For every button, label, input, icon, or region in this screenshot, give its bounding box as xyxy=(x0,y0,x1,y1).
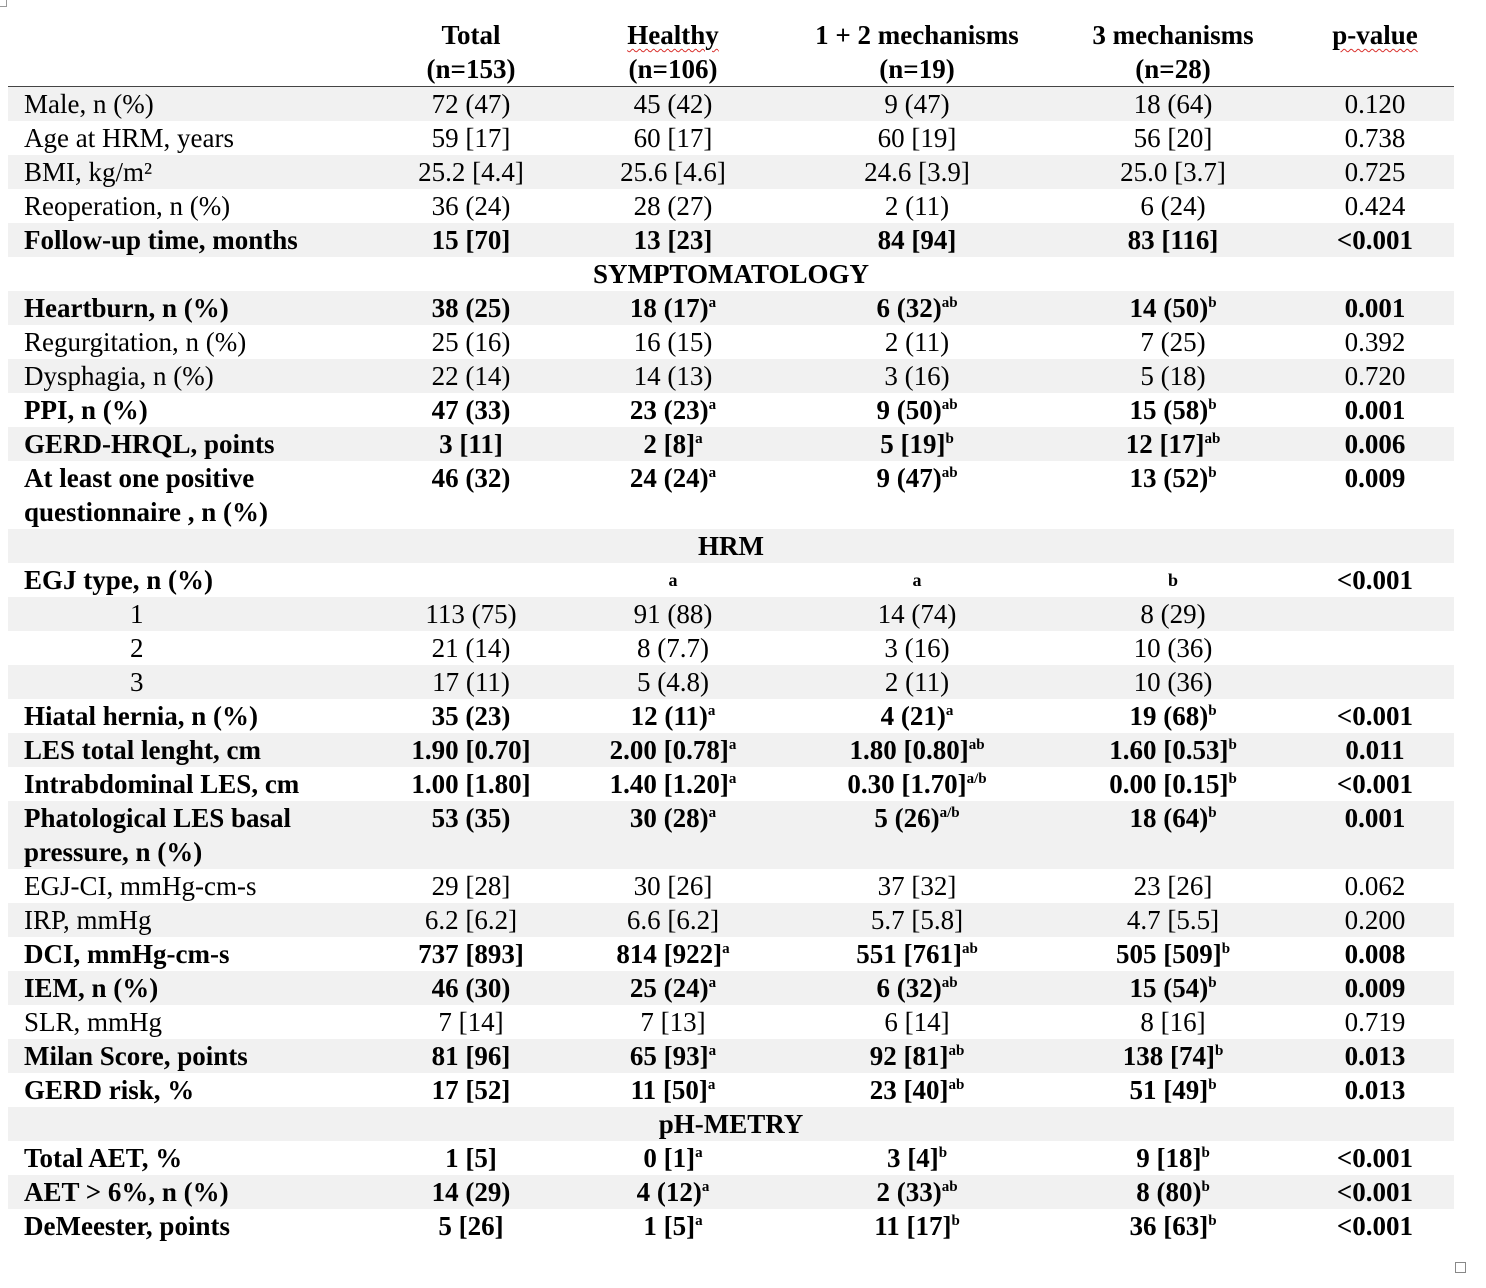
section-row-symptomatology xyxy=(8,257,1454,291)
cell-total: 59 [17] xyxy=(431,123,511,153)
cell-total: 113 (75) xyxy=(380,597,562,631)
cell-pvalue xyxy=(1296,631,1454,665)
cell-mech3: 5 (18) xyxy=(1050,359,1296,393)
table-body xyxy=(8,87,1454,1244)
cell-mech12: 9 $(50)^{ab}$ xyxy=(876,395,958,425)
header-mech3: 3 mechanisms xyxy=(1092,20,1254,50)
row-label: EGJ type, n (%) xyxy=(24,565,213,595)
cell-pvalue xyxy=(1296,597,1454,631)
cell-mech3: 138 $[74]^b$ xyxy=(1050,1039,1296,1073)
header-total-n: (n=153) xyxy=(380,52,562,87)
cell-mech3: 18 (64) xyxy=(1050,87,1296,122)
table-row-gerd-risk xyxy=(8,1073,1454,1107)
cell-mech3: 9 $[18]^b$ xyxy=(1136,1143,1210,1173)
table-row-iem xyxy=(8,971,1454,1005)
cell-total: 5 [26] xyxy=(438,1211,504,1241)
table-row-gerd-hrql xyxy=(8,427,1454,461)
cell-healthy: 2.00 $[0.78]^a$ xyxy=(562,733,784,767)
cell-mech12-sup: a xyxy=(912,570,922,590)
cell-total: 737 [893] xyxy=(418,939,524,969)
cell-mech3: 19 $(68)^b$ xyxy=(1129,701,1217,731)
row-label: Milan Score, points xyxy=(8,1039,380,1073)
cell-pvalue: 0.120 xyxy=(1296,87,1454,122)
cell-mech3: 23 [26] xyxy=(1133,871,1213,901)
table-row-age xyxy=(8,121,1454,155)
cell-healthy: 7 [13] xyxy=(640,1007,706,1037)
cell-mech12: 2 (11) xyxy=(884,327,950,357)
table-row-egj-2 xyxy=(8,631,1454,665)
cell-mech3: 18 $(64)^b$ xyxy=(1050,801,1296,869)
cell-pvalue: 0.392 xyxy=(1344,327,1406,357)
cell-mech12: 92 $[81]^{ab}$ xyxy=(784,1039,1050,1073)
header-pvalue-n xyxy=(1296,52,1454,87)
cell-total xyxy=(380,563,562,597)
cell-healthy: 814 $[922]^a$ xyxy=(616,939,730,969)
cell-total: 35 (23) xyxy=(431,701,511,731)
cell-total: 46 (30) xyxy=(380,971,562,1005)
header-healthy-n: (n=106) xyxy=(562,52,784,87)
header-mech3-n: (n=28) xyxy=(1050,52,1296,87)
cell-mech12: 5 $(26)^{a/b}$ xyxy=(784,801,1050,869)
table-row-demeester xyxy=(8,1209,1454,1243)
table-row-bmi xyxy=(8,155,1454,189)
cell-mech3-sup: b xyxy=(1167,570,1178,590)
cell-total: 25.2 [4.4] xyxy=(380,155,562,189)
cell-mech12: 5 $[19]^b$ xyxy=(784,427,1050,461)
row-label: Phatological LES basal pressure, n (%) xyxy=(8,801,380,869)
header-blank-2 xyxy=(8,52,380,87)
table-row-heartburn xyxy=(8,291,1454,325)
section-title: HRM xyxy=(8,529,1454,563)
cell-total: 46 (32) xyxy=(431,463,511,493)
row-label: 3 xyxy=(8,665,380,699)
cell-mech3: 25.0 [3.7] xyxy=(1050,155,1296,189)
row-label: DeMeester, points xyxy=(24,1211,230,1241)
cell-healthy: 18 $(17)^a$ xyxy=(562,291,784,325)
row-label: IRP, mmHg xyxy=(8,903,380,937)
cell-mech12: 5.7 [5.8] xyxy=(784,903,1050,937)
row-label: Total AET, % xyxy=(24,1143,183,1173)
cell-pvalue: 0.738 xyxy=(1344,123,1406,153)
cell-pvalue: <0.001 xyxy=(1296,1175,1454,1209)
cell-pvalue: <0.001 xyxy=(1296,223,1454,257)
cell-total: 17 (11) xyxy=(380,665,562,699)
cell-healthy: 23 $(23)^a$ xyxy=(629,395,717,425)
header-mech12-n: (n=19) xyxy=(784,52,1050,87)
table-row-regurgitation xyxy=(8,325,1454,359)
cell-total: 81 [96] xyxy=(380,1039,562,1073)
cell-total: 22 (14) xyxy=(380,359,562,393)
cell-mech3: 8 (29) xyxy=(1050,597,1296,631)
cell-pvalue: <0.001 xyxy=(1336,1143,1414,1173)
table-row-egj-ci xyxy=(8,869,1454,903)
cell-mech3: 7 (25) xyxy=(1140,327,1206,357)
cell-pvalue: <0.001 xyxy=(1336,1211,1414,1241)
row-label: Male, n (%) xyxy=(8,87,380,122)
cell-pvalue: 0.720 xyxy=(1296,359,1454,393)
cell-mech3: 15 $(58)^b$ xyxy=(1129,395,1217,425)
page-corner-mark xyxy=(0,0,7,7)
cell-mech12: 2 $(33)^{ab}$ xyxy=(784,1175,1050,1209)
cell-total: 1 [5] xyxy=(445,1143,497,1173)
table-row-dci xyxy=(8,937,1454,971)
cell-pvalue xyxy=(1296,665,1454,699)
cell-mech12: 14 (74) xyxy=(784,597,1050,631)
cell-mech12: 6 $(32)^{ab}$ xyxy=(784,291,1050,325)
cell-mech12: 9 (47) xyxy=(784,87,1050,122)
row-label: Dysphagia, n (%) xyxy=(8,359,380,393)
cell-healthy: 25.6 [4.6] xyxy=(562,155,784,189)
cell-healthy: 6.6 [6.2] xyxy=(562,903,784,937)
cell-healthy: 11 $[50]^a$ xyxy=(630,1075,716,1105)
cell-mech12: 551 $[761]^{ab}$ xyxy=(856,939,978,969)
cell-mech3: 83 [116] xyxy=(1050,223,1296,257)
cell-healthy: 60 [17] xyxy=(633,123,713,153)
header-blank xyxy=(8,18,380,52)
cell-pvalue: 0.001 xyxy=(1344,395,1406,425)
row-label: Age at HRM, years xyxy=(24,123,234,153)
cell-pvalue: <0.001 xyxy=(1336,769,1414,799)
cell-total: 14 (29) xyxy=(380,1175,562,1209)
cell-total: 72 (47) xyxy=(380,87,562,122)
row-label: Hiatal hernia, n (%) xyxy=(24,701,258,731)
row-label: SLR, mmHg xyxy=(24,1007,163,1037)
table-row-hiatal-hernia xyxy=(8,699,1454,733)
cell-mech12: 60 [19] xyxy=(877,123,957,153)
row-label: Follow-up time, months xyxy=(8,223,380,257)
cell-pvalue: 0.719 xyxy=(1344,1007,1406,1037)
cell-total: 47 (33) xyxy=(431,395,511,425)
cell-total: 15 [70] xyxy=(380,223,562,257)
cell-pvalue: 0.200 xyxy=(1296,903,1454,937)
row-label: 1 xyxy=(8,597,380,631)
cell-mech3: 10 (36) xyxy=(1133,633,1213,663)
cell-mech3: 0.00 $[0.15]^b$ xyxy=(1109,769,1237,799)
cell-healthy: 5 (4.8) xyxy=(562,665,784,699)
row-label: AET > 6%, n (%) xyxy=(8,1175,380,1209)
cell-mech3: 10 (36) xyxy=(1050,665,1296,699)
cell-mech12: 6 $(32)^{ab}$ xyxy=(784,971,1050,1005)
cell-healthy: 24 $(24)^a$ xyxy=(629,463,717,493)
cell-mech3: 56 [20] xyxy=(1133,123,1213,153)
table-header xyxy=(8,18,1454,87)
cell-healthy: 1 $[5]^a$ xyxy=(643,1211,703,1241)
cell-total: 17 [52] xyxy=(431,1075,511,1105)
table-row-egj-3 xyxy=(8,665,1454,699)
header-pvalue: p-value xyxy=(1332,20,1418,50)
cell-mech3: 505 $[509]^b$ xyxy=(1115,939,1231,969)
cell-healthy: 25 $(24)^a$ xyxy=(562,971,784,1005)
cell-mech3: 14 $(50)^b$ xyxy=(1050,291,1296,325)
section-row-hrm xyxy=(8,529,1454,563)
cell-total: 6.2 [6.2] xyxy=(380,903,562,937)
cell-total: 36 (24) xyxy=(431,191,511,221)
cell-mech3: 12 $[17]^{ab}$ xyxy=(1050,427,1296,461)
cell-mech12: 37 [32] xyxy=(877,871,957,901)
cell-pvalue: <0.001 xyxy=(1336,701,1414,731)
cell-mech12: 1.80 $[0.80]^{ab}$ xyxy=(784,733,1050,767)
cell-healthy: 16 (15) xyxy=(633,327,713,357)
table-row-irp xyxy=(8,903,1454,937)
cell-mech3: 8 $(80)^b$ xyxy=(1050,1175,1296,1209)
cell-mech3: 13 $(52)^b$ xyxy=(1129,463,1217,493)
cell-mech3: 6 (24) xyxy=(1140,191,1206,221)
cell-pvalue: 0.006 xyxy=(1296,427,1454,461)
cell-pvalue: 0.009 xyxy=(1296,971,1454,1005)
cell-total: 53 (35) xyxy=(380,801,562,869)
cell-total: 3 [11] xyxy=(380,427,562,461)
table-row-reoperation xyxy=(8,189,1454,223)
row-label: EGJ-CI, mmHg-cm-s xyxy=(24,871,257,901)
table-row-male xyxy=(8,87,1454,122)
header-healthy: Healthy xyxy=(627,20,719,50)
cell-mech12: 3 (16) xyxy=(884,633,950,663)
cell-healthy: 8 (7.7) xyxy=(637,633,709,663)
table-row-followup xyxy=(8,223,1454,257)
cell-mech12: 11 $[17]^b$ xyxy=(874,1211,960,1241)
cell-mech12: 24.6 [3.9] xyxy=(784,155,1050,189)
section-title: pH-METRY xyxy=(8,1107,1454,1141)
cell-total: 29 [28] xyxy=(431,871,511,901)
cell-healthy: 14 (13) xyxy=(562,359,784,393)
table-row-milan-score xyxy=(8,1039,1454,1073)
cell-pvalue: 0.011 xyxy=(1296,733,1454,767)
cell-healthy: 1.40 $[1.20]^a$ xyxy=(609,769,737,799)
row-label: Heartburn, n (%) xyxy=(8,291,380,325)
cell-healthy: 91 (88) xyxy=(562,597,784,631)
cell-total: 38 (25) xyxy=(380,291,562,325)
cell-mech12: 2 (11) xyxy=(884,191,950,221)
cell-mech3: 8 [16] xyxy=(1140,1007,1206,1037)
cell-pvalue: 0.008 xyxy=(1344,939,1406,969)
cell-mech3: 15 $(54)^b$ xyxy=(1050,971,1296,1005)
table-row-dysphagia xyxy=(8,359,1454,393)
cell-pvalue: 0.001 xyxy=(1296,291,1454,325)
cell-mech12: 6 [14] xyxy=(884,1007,950,1037)
cell-healthy: 0 $[1]^a$ xyxy=(643,1143,703,1173)
cell-total: 1.90 [0.70] xyxy=(380,733,562,767)
cell-pvalue: 0.424 xyxy=(1344,191,1406,221)
cell-mech12: 3 $[4]^b$ xyxy=(886,1143,948,1173)
cell-mech12: 4 $(21)^a$ xyxy=(880,701,954,731)
cell-healthy: 2 $[8]^a$ xyxy=(562,427,784,461)
row-label: DCI, mmHg-cm-s xyxy=(24,939,230,969)
cell-pvalue: 0.062 xyxy=(1344,871,1406,901)
cell-total: 21 (14) xyxy=(431,633,511,663)
header-total: Total xyxy=(441,20,501,50)
cell-mech12: 0.30 $[1.70]^{a/b}$ xyxy=(847,769,987,799)
row-label: BMI, kg/m² xyxy=(8,155,380,189)
table-row-les-intrabdominal xyxy=(8,767,1454,801)
cell-healthy: 12 $(11)^a$ xyxy=(630,701,716,731)
table-row-egj-1 xyxy=(8,597,1454,631)
table-row-aet-6 xyxy=(8,1175,1454,1209)
header-mech12: 1 + 2 mechanisms xyxy=(815,20,1019,50)
table-row-total-aet xyxy=(8,1141,1454,1175)
row-label: IEM, n (%) xyxy=(8,971,380,1005)
cell-total: 25 (16) xyxy=(431,327,511,357)
row-label: GERD-HRQL, points xyxy=(8,427,380,461)
row-label: GERD risk, % xyxy=(24,1075,195,1105)
cell-healthy: 13 [23] xyxy=(562,223,784,257)
cell-mech3: 1.60 $[0.53]^b$ xyxy=(1050,733,1296,767)
cell-healthy: 30 $(28)^a$ xyxy=(562,801,784,869)
row-label: 2 xyxy=(130,633,144,663)
row-label: Regurgitation, n (%) xyxy=(24,327,247,357)
cell-pvalue: 0.013 xyxy=(1296,1039,1454,1073)
cell-healthy-sup: a xyxy=(668,570,678,590)
cell-healthy: 28 (27) xyxy=(633,191,713,221)
table-row-les-basal xyxy=(8,801,1454,869)
cell-mech12: 3 (16) xyxy=(784,359,1050,393)
cell-mech12: 23 $[40]^{ab}$ xyxy=(869,1075,965,1105)
cell-pvalue: 0.725 xyxy=(1296,155,1454,189)
cell-mech3: 4.7 [5.5] xyxy=(1050,903,1296,937)
cell-mech3: 51 $[49]^b$ xyxy=(1129,1075,1217,1105)
row-label: Intrabdominal LES, cm xyxy=(24,769,300,799)
cell-healthy: 65 $[93]^a$ xyxy=(562,1039,784,1073)
cell-healthy: 4 $(12)^a$ xyxy=(562,1175,784,1209)
cell-total: 7 [14] xyxy=(438,1007,504,1037)
row-label: Reoperation, n (%) xyxy=(24,191,231,221)
cell-mech12: 2 (11) xyxy=(784,665,1050,699)
section-row-phmetry xyxy=(8,1107,1454,1141)
cell-pvalue: 0.009 xyxy=(1344,463,1406,493)
row-label: At least one positive questionnaire , n (%) xyxy=(24,463,269,527)
cell-healthy: 45 (42) xyxy=(562,87,784,122)
table-row-slr xyxy=(8,1005,1454,1039)
cell-pvalue: <0.001 xyxy=(1336,565,1414,595)
cell-mech3: 36 $[63]^b$ xyxy=(1129,1211,1217,1241)
cell-pvalue: 0.001 xyxy=(1296,801,1454,869)
table-row-egj-type xyxy=(8,563,1454,597)
cell-pvalue: 0.013 xyxy=(1344,1075,1406,1105)
results-table-document xyxy=(8,18,1454,1243)
results-table xyxy=(8,18,1454,1243)
table-row-les-total xyxy=(8,733,1454,767)
end-of-cell-mark xyxy=(1455,1262,1466,1273)
row-label: LES total lenght, cm xyxy=(8,733,380,767)
cell-mech12: 9 $(47)^{ab}$ xyxy=(876,463,958,493)
cell-healthy: 30 [26] xyxy=(633,871,713,901)
table-row-ppi xyxy=(8,393,1454,427)
row-label: PPI, n (%) xyxy=(24,395,148,425)
cell-total: 1.00 [1.80] xyxy=(411,769,531,799)
section-title: SYMPTOMATOLOGY xyxy=(592,259,870,289)
table-row-questionnaire xyxy=(8,461,1454,529)
cell-mech12: 84 [94] xyxy=(784,223,1050,257)
